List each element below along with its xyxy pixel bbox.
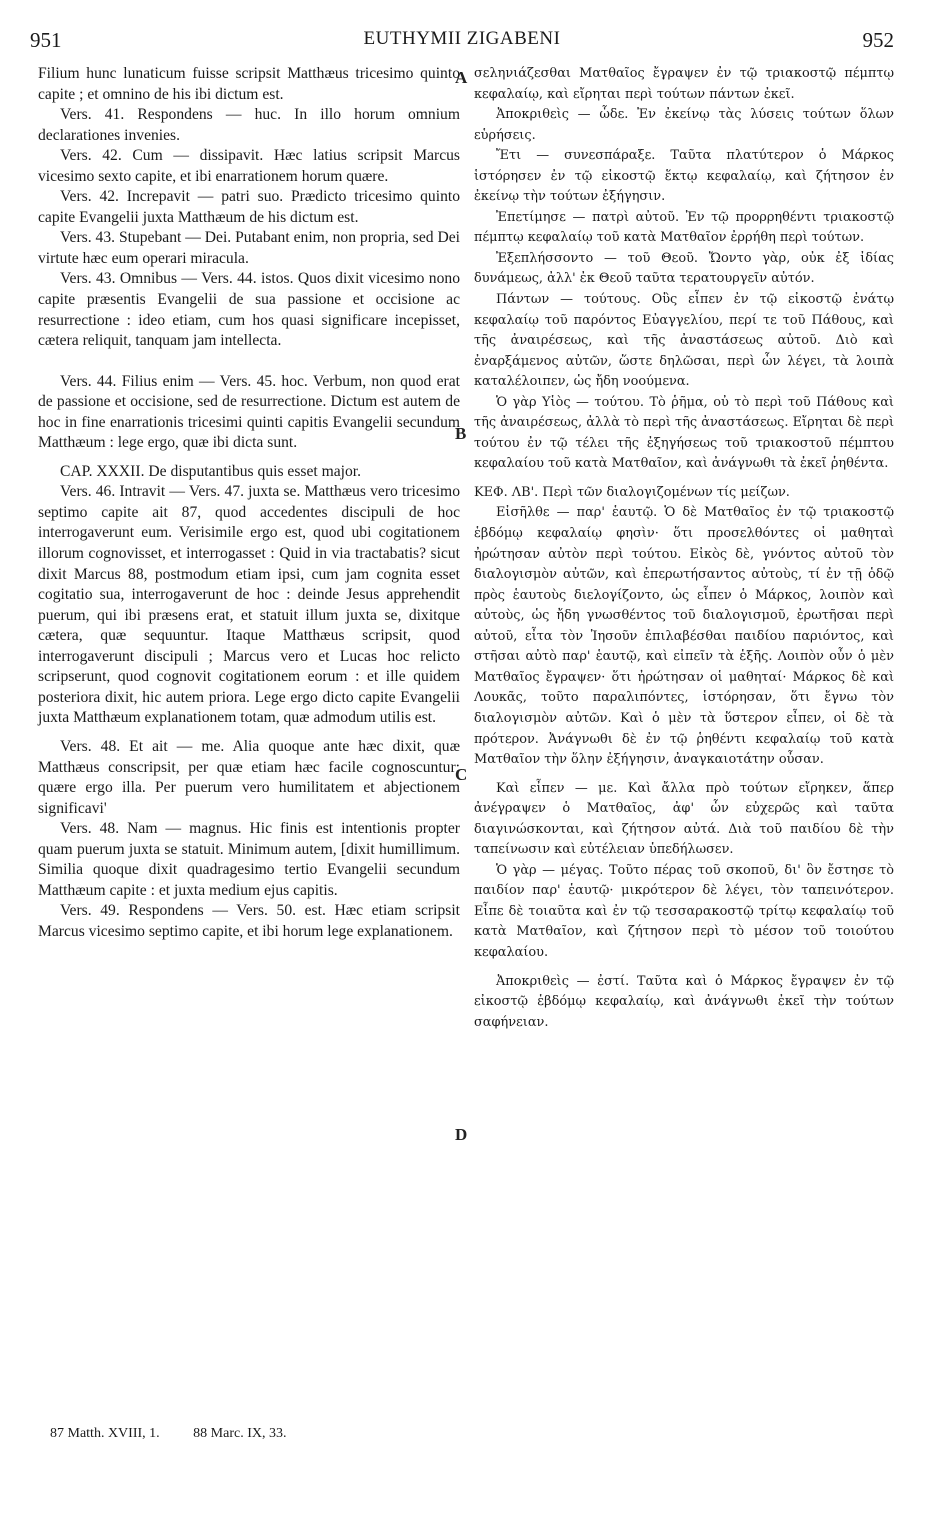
greek-paragraph: Ὁ γὰρ — μέγας. Τοῦτο πέρας τοῦ σκοποῦ, δι' ὃν ἔστησε τὸ παιδίον παρ' ἑαυτῷ· μικρότερον δὲ λέγει, τὸν ταπεινότερον. Εἶπε δὲ τοιαῦτα καὶ ἐν τῷ τεσσαρακοστῷ τρίτῳ κεφαλαίῳ τοῦ κατὰ Ματθαῖον, καὶ ζήτησον περὶ τὸ μέσον τοῦ τοιούτου κεφαλαίου. [474, 862, 894, 960]
latin-paragraph: Vers. 43. Omnibus — Vers. 44. istos. Quos dixit vicesimo nono capite præsentis Evangelii de sua passione et occisione ac resurrectione : ideo etiam, cum hos quasi significare incepisset, cætera reliquit, tanquam jam intellecta. [38, 270, 460, 350]
latin-paragraph: Vers. 48. Et ait — me. Alia quoque ante hæc dixit, quæ Matthæus conscripsit, per quæ etiam hæc facile cognoscuntur; quære ergo illa. Per puerum vero humilitatem et abjectionem significavi' [38, 737, 460, 817]
latin-paragraph: Vers. 44. Filius enim — Vers. 45. hoc. Verbum, non quod erat de passione et occisione, sed de resurrectione. Dictum est autem de hoc in fine enarrationis tricesimi quinti capitis Evangelii secundum Matthæum : lege ergo, quæ ibi dicta sunt. [38, 372, 460, 452]
margin-letter-a: A [455, 68, 468, 87]
greek-paragraph: Εἰσῆλθε — παρ' ἑαυτῷ. Ὁ δὲ Ματθαῖος ἐν τῷ τριακοστῷ ἑβδόμῳ κεφαλαίῳ φησὶν· ὅτι προσελθόντες οἱ μαθηταὶ ἠρώτησαν αὐτὸν περὶ τούτου. Εἰκὸς δὲ, γνόντος αὐτοῦ τὸν διαλογισμὸν αὐτῶν, καὶ ἐπερωτήσαντος αὐτοὺς, τί ἐν τῇ ὁδῷ πρὸς ἑαυτοὺς διελογίζοντο, ὡς εἶπεν ὁ Μάρκος, λοιπὸν καὶ αὐτοὺς, ὡς ἤδη γνωσθέντος τοῦ διαλογισμοῦ, ἐρωτῆσαι περὶ αὐτοῦ, εἶτα τὸν Ἰησοῦν ἐπιλαβέσθαι παιδίου παριόντος, καὶ στῆσαι αὐτὸ παρ' ἑαυτῷ, καὶ εἰπεῖν τὰ ἑξῆς. Λοιπὸν οὖν ὁ μὲν Ματθαῖος ἔγραψεν· ὅτι ἠρώτησαν οἱ μαθηταί· Μάρκος δὲ καὶ Λουκᾶς, τοῦτο παραλιπόντες, ἱστόρησαν, ὅτι ἔγνω τὸν διαλογισμὸν αὐτῶν. Καὶ ὁ μὲν τὰ ὕστερον εἶπεν, οἱ δὲ τὰ πρότερον. Ἀνάγνωθι δὲ ἐν τῷ ῥηθέντι κεφαλαίῳ τοῦ κατὰ Ματθαῖον τὴν ὅλην ἐξήγησιν, ἀναγκαιοτάτην οὖσαν. [474, 505, 894, 768]
margin-letter-c: C [455, 765, 468, 784]
greek-column [474, 64, 894, 1033]
footnote: 87 Matth. XVIII, 1. [50, 1426, 160, 1441]
greek-paragraph: Ἐπετίμησε — πατρὶ αὐτοῦ. Ἐν τῷ προρρηθέντι τριακοστῷ πέμπτῳ κεφαλαίῳ τοῦ κατὰ Ματθαῖον ἐρρήθη περὶ τούτων. [474, 209, 894, 246]
margin-letter-d: D [455, 1125, 468, 1144]
page-number-left: 951 [30, 28, 62, 52]
latin-chapter-heading: CAP. XXXII. De disputantibus quis esset major. [60, 462, 362, 480]
latin-paragraph: Vers. 43. Stupebant — Dei. Putabant enim, non propria, sed Dei virtute hæc eum operari miracula. [38, 229, 460, 267]
greek-paragraph: Ἀποκριθεὶς — ἐστί. Ταῦτα καὶ ὁ Μάρκος ἔγραψεν ἐν τῷ εἰκοστῷ ἑβδόμῳ κεφαλαίῳ, καὶ ἀνάγνωθι ἐκεῖ τὴν τούτων σαφήνειαν. [474, 973, 894, 1030]
greek-paragraph: Ἀποκριθεὶς — ὧδε. Ἐν ἐκείνῳ τὰς λύσεις τούτων ὅλων εὑρήσεις. [474, 107, 894, 143]
footnote: 88 Marc. IX, 33. [193, 1426, 287, 1441]
latin-paragraph: Vers. 46. Intravit — Vers. 47. juxta se. Matthæus vero tricesimo septimo capite ait 87, quod accedentes discipuli de hoc interrogaverunt eum. Verisimile ergo est, quod ubi cogitationem illorum cognovisset, et interrogasset : Quid in via tractabatis? sicut dixit Marcus 88, postmodum etiam ipsi, cum jam cognita esset cogitatio sua, interrogaverunt de hoc : deinde Jesus apprehendit puerum, qui ibi præsens erat, et statuit illum juxta se, dixitque cætera, quæ sequuntur. Itaque Matthæus scripsit, quod interrogaverunt discipuli ; Marcus vero et Lucas hoc relicto scripserunt, quod cognovit cogitationem eorum : et ille quidem posteriora dixit, hic autem priora. Lege ergo dicto capite Evangelii juxta Matthæum explanationem totam, quæ admodum utilis est. [38, 483, 460, 727]
greek-chapter-heading: ΚΕΦ. ΛΒ'. Περὶ τῶν διαλογιζομένων τίς μείζων. [474, 484, 790, 500]
latin-paragraph: Vers. 41. Respondens — huc. In illo horum omnium declarationes invenies. [38, 106, 460, 144]
footnotes [50, 1426, 450, 1442]
greek-paragraph: Ὁ γὰρ Υἱὸς — τούτου. Τὸ ῥῆμα, οὐ τὸ περὶ τοῦ Πάθους καὶ τῆς ἀναιρέσεως, ἀλλὰ τὸ περὶ τῆς ἀναστάσεως. Εἴρηται δὲ περὶ τούτου ἐν τῷ τέλει τῆς ἐξηγήσεως τοῦ τριακοστοῦ πέμπτου κεφαλαίου τοῦ κατὰ Ματθαῖον, καὶ ἀνάγνωθι τὰ ἐκεῖ ῥηθέντα. [474, 394, 894, 472]
greek-paragraph: Ἐξεπλήσσοντο — τοῦ Θεοῦ. Ὤοντο γὰρ, οὐκ ἐξ ἰδίας δυνάμεως, ἀλλ' ἐκ Θεοῦ ταῦτα τερατουργεῖν αὐτόν. [474, 250, 894, 287]
greek-paragraph: Ἔτι — συνεσπάραξε. Ταῦτα πλατύτερον ὁ Μάρκος ἱστόρησεν ἐν τῷ εἰκοστῷ ἕκτῳ κεφαλαίῳ, καὶ ζήτησον ἐν ἐκείνῳ τὴν τούτων ἐξήγησιν. [474, 148, 894, 205]
latin-paragraph: Vers. 42. Cum — dissipavit. Hæc latius scripsit Marcus vicesimo sexto capite, et ibi enarrationem horum quære. [38, 147, 460, 185]
latin-column [38, 64, 460, 942]
page-number-right: 952 [862, 28, 894, 52]
latin-paragraph: Filium hunc lunaticum fuisse scripsit Matthæus tricesimo quinto capite ; et omnino de his ibi dictum est. [38, 65, 460, 103]
latin-paragraph: Vers. 42. Increpavit — patri suo. Prædicto tricesimo quinto capite Evangelii juxta Matthæum de his dictum est. [38, 188, 460, 226]
running-title: EUTHYMII ZIGABENI [363, 28, 561, 49]
margin-letter-b: B [455, 424, 467, 443]
latin-paragraph: Vers. 49. Respondens — Vers. 50. est. Hæc etiam scripsit Marcus vicesimo septimo capite, et ibi horum lege explanationem. [38, 902, 460, 940]
running-header [30, 28, 894, 52]
greek-paragraph: σεληνιάζεσθαι Ματθαῖος ἔγραψεν ἐν τῷ τριακοστῷ πέμπτῳ κεφαλαίῳ, καὶ εἴρηται περὶ τούτων πάντων ἐκεῖ. [474, 66, 894, 102]
greek-paragraph: Καὶ εἶπεν — με. Καὶ ἄλλα πρὸ τούτων εἴρηκεν, ἅπερ ἀνέγραψεν ὁ Ματθαῖος, ἀφ' ὧν εὐχερῶς καὶ ταῦτα διαγινώσκονται, καὶ ζήτησον αὐτά. Διὰ τοῦ παιδίου δὲ τὴν ταπείνωσιν καὶ εὐτέλειαν ὑπεδήλωσεν. [474, 780, 894, 858]
greek-paragraph: Πάντων — τούτους. Οὓς εἶπεν ἐν τῷ εἰκοστῷ ἐνάτῳ κεφαλαίῳ τοῦ παρόντος Εὐαγγελίου, περί τε τοῦ Πάθους, καὶ τῆς ἀναιρέσεως, καὶ τῆς ἀναστάσεως αὐτοῦ. Διὸ καὶ ἐναρξάμενος αὐτῶν, ὥστε δηλῶσαι, περὶ ὧν λέγει, τὰ λοιπὰ καταλέλοιπεν, ὡς ἤδη νοούμενα. [474, 292, 894, 390]
latin-paragraph: Vers. 48. Nam — magnus. Hic finis est intentionis propter quam puerum juxta se statuit. Minimum autem, [dixit humillimum. Similia quoque dixit quadragesimo tertio Evangelii secundum Matthæum capite : et juxta medium ejus capitis. [38, 820, 460, 899]
